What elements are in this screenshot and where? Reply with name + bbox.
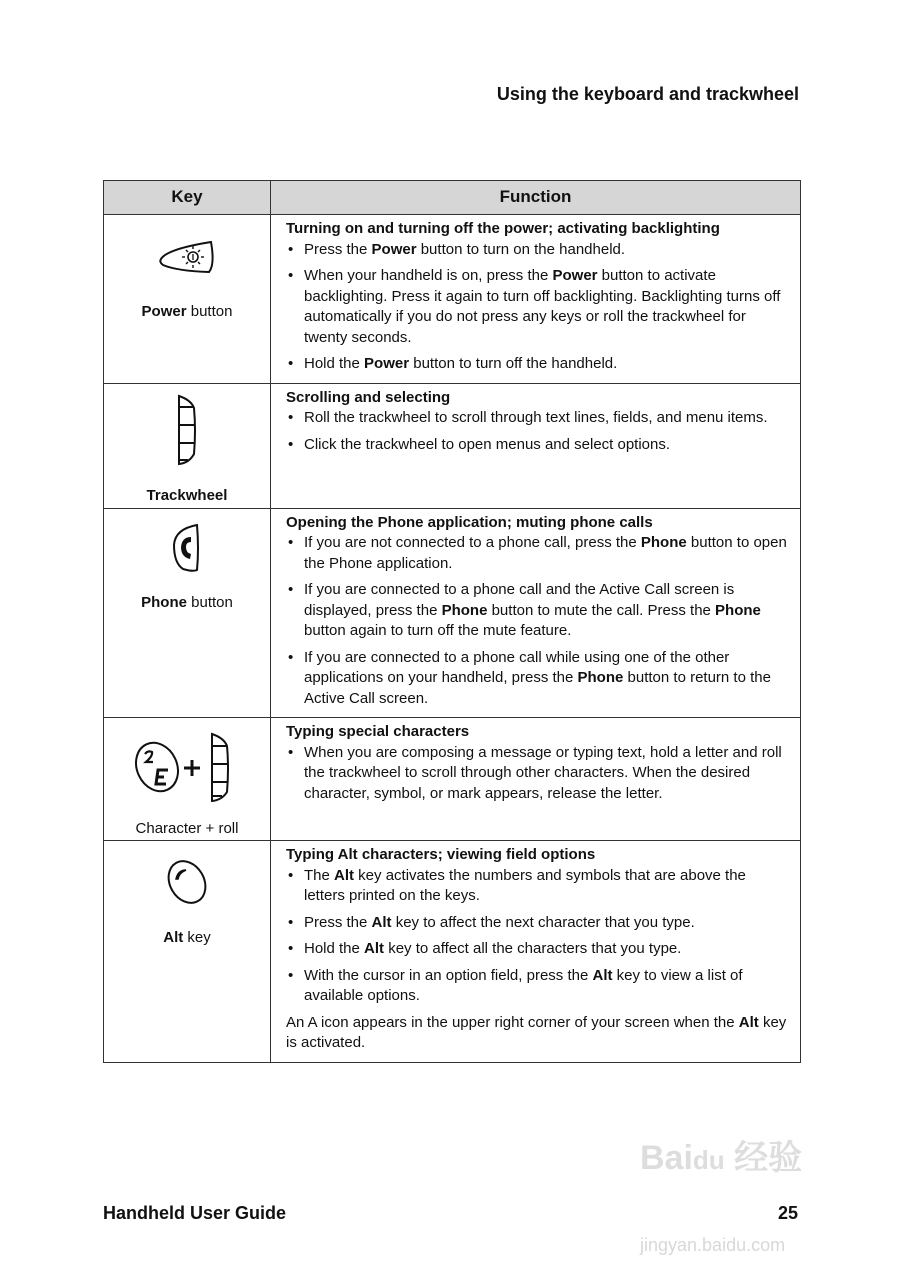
text-segment: If you are not connected to a phone call, press the [304,534,641,551]
key-cell [104,841,271,1063]
bold-term: Alt [592,966,613,984]
bold-term: Trackwheel [146,487,228,504]
list-item [286,648,790,710]
table-row [104,841,801,1063]
trackwheel-icon [105,394,269,473]
function-title: Opening the Phone application; muting phone calls [286,513,653,531]
key-label [105,819,269,840]
text-segment: Roll the trackwheel to scroll through text lines, fields, and menu items. [304,409,768,426]
bold-term: Alt [364,940,385,957]
text-segment: button to activate backlighting. Press it again to turn off backlighting. Backlighting turns off automatically if you do not press any keys or roll the trackwheel for twenty seconds. [304,267,781,346]
function-title: Turning on and turning off the power; activating backlighting [286,220,720,237]
text-segment: If you are connected to a phone call and the Active Call screen is displayed, press the [304,581,735,619]
text-segment: The [304,866,335,884]
watermark-logo: Baidu 经验 [640,1139,803,1177]
bold-term: Alt [738,1013,759,1031]
list-item [286,913,790,934]
text-segment: button to turn off the handheld. [409,355,618,372]
bold-term: Alt [163,928,184,946]
character-plus-roll-icon [105,732,269,809]
text-segment: button to mute the call. Press the [487,601,716,619]
text-segment: button [186,302,233,320]
text-segment: When you are composing a message or typing text, hold a letter and roll the trackwheel to scroll through other characters. When the desired character, symbol, or mark appears, release the letter. [304,743,782,802]
bullet-list [286,240,790,375]
function-cell [271,215,801,384]
function-cell [271,508,801,718]
bullet-list [286,533,790,709]
bold-term: Alt [371,913,392,931]
table-row [104,383,801,508]
function-cell [271,718,801,841]
text-segment: button to return to the Active Call screen. [304,669,771,707]
key-label [105,593,269,614]
list-item [286,533,790,574]
key-cell [104,718,271,841]
text-segment: An A icon appears in the upper right corner of your screen when the [286,1013,739,1031]
table-row [104,215,801,384]
phone-key-icon [105,523,269,580]
list-item [286,435,790,456]
bold-term: Phone [640,534,687,551]
text-segment: Click the trackwheel to open menus and select options. [304,435,671,453]
key-label [105,302,269,323]
text-segment: Hold the [304,940,365,957]
function-cell [271,383,801,508]
text-segment: key to view a list of available options. [304,966,743,1004]
alt-key-icon [105,857,269,914]
key-cell [104,383,271,508]
text-segment: button to open the Phone application. [304,534,787,572]
power-key-icon [105,237,269,284]
list-item [286,866,790,907]
text-segment: Hold the [304,355,365,372]
list-item [286,354,790,375]
bold-term: Power [364,355,410,372]
bullet-list [286,408,790,455]
list-item [286,266,790,348]
list-item [286,580,790,642]
bold-term: Alt [334,866,355,884]
table-row [104,718,801,841]
text-segment: When your handheld is on, press the [304,267,553,284]
bullet-list [286,743,790,805]
bold-term: Power [552,267,598,284]
text-segment: button to turn on the handheld. [416,240,626,258]
text-segment: Press the [304,240,372,258]
text-segment: key [183,928,211,946]
key-cell [104,508,271,718]
list-item [286,966,790,1007]
text-segment: key is activated. [286,1013,787,1051]
text-segment: button [186,594,233,611]
key-label [105,928,269,949]
list-item [286,240,790,261]
bold-term: Phone [441,601,488,619]
bold-term: Power [141,302,187,320]
bold-term: Phone [577,669,624,686]
text-segment: With the cursor in an option field, press the [304,966,593,984]
bold-term: Phone [141,594,187,611]
function-title: Typing special characters [286,723,470,740]
text-segment: Press the [304,913,372,931]
text-segment: key activates the numbers and symbols that are above the letters printed on the keys. [304,866,746,904]
function-title: Typing Alt characters; viewing field options [286,846,596,863]
text-segment: Character + roll [135,819,239,837]
function-note [286,1013,790,1054]
key-cell [104,215,271,384]
list-item [286,408,790,429]
page-number: 25 [778,1203,799,1223]
key-label [105,486,269,507]
bullet-list [286,866,790,1007]
text-segment: button again to turn off the mute feature. [304,622,572,639]
bold-term: Phone [715,601,761,619]
function-title: Scrolling and selecting [286,388,451,406]
watermark-url: jingyan.baidu.com [640,1235,786,1255]
column-header-key: Key [104,181,271,215]
text-segment: key to affect the next character that you type. [391,913,695,931]
table-row [104,508,801,718]
key-function-table [103,180,801,1063]
column-header-function: Function [271,181,801,215]
list-item [286,939,790,960]
text-segment: If you are connected to a phone call while using one of the other applications on your handheld, press the [304,648,730,686]
list-item [286,743,790,805]
function-cell [271,841,801,1063]
footer-title: Handheld User Guide [103,1203,287,1223]
section-title: Using the keyboard and trackwheel [496,84,799,104]
bold-term: Power [371,240,417,258]
text-segment: key to affect all the characters that you type. [384,940,682,957]
